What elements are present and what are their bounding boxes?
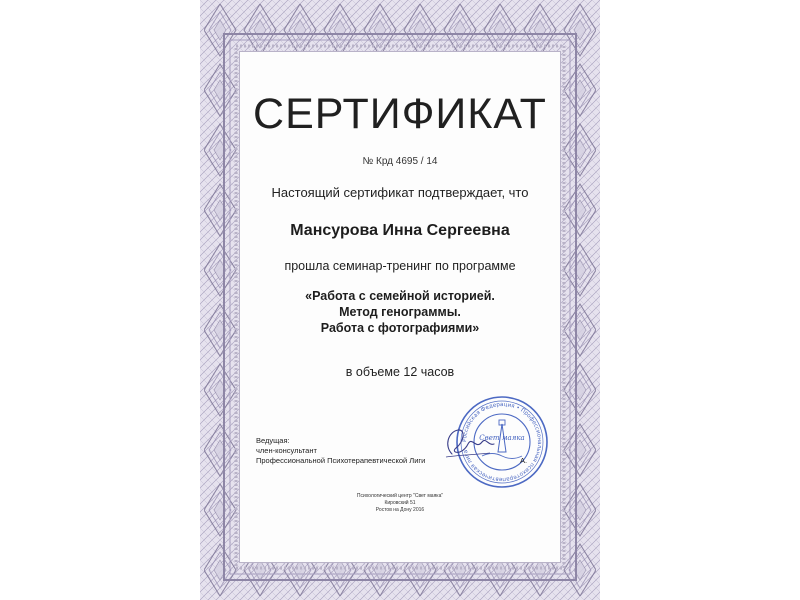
lead-line: Профессиональной Психотерапевтической Лиги [256, 456, 426, 465]
lead-initials: А. [520, 456, 528, 465]
program-line: Работа с фотографиями» [320, 321, 480, 335]
certificate [200, 0, 600, 600]
lead-line: член-консультант [256, 446, 317, 455]
confirm-text: Настоящий сертификат подтверждает, что [271, 185, 529, 200]
svg-text:Свет маяка: Свет маяка [479, 434, 525, 442]
center-line: Ростов на Дону 2016 [375, 507, 425, 513]
center-info [240, 493, 560, 514]
certificate-title: СЕРТИФИКАТ [253, 90, 547, 138]
volume-text: в объеме 12 часов [345, 365, 455, 379]
program-line: Метод генограммы. [339, 305, 461, 319]
certificate-body [240, 52, 560, 562]
lead-block [256, 436, 425, 466]
person-name: Мансурова Инна Сергеевна [290, 222, 510, 239]
passed-text: прошла семинар-тренинг по программе [284, 259, 516, 273]
program-line: «Работа с семейной историей. [305, 289, 495, 303]
program-title [240, 288, 560, 336]
center-line: Кировский 51 [384, 500, 416, 506]
signature-art [438, 424, 498, 464]
svg-text:Российская Федерация • Професс: Российская Федерация • Профессиональная психотерапевтическая лига [461, 401, 543, 483]
lead-line: Ведущая: [256, 436, 290, 445]
center-line: Психологический центр "Свет маяка" [356, 493, 444, 499]
certificate-number: № Крд 4695 / 14 [362, 156, 438, 167]
signature [438, 424, 498, 464]
